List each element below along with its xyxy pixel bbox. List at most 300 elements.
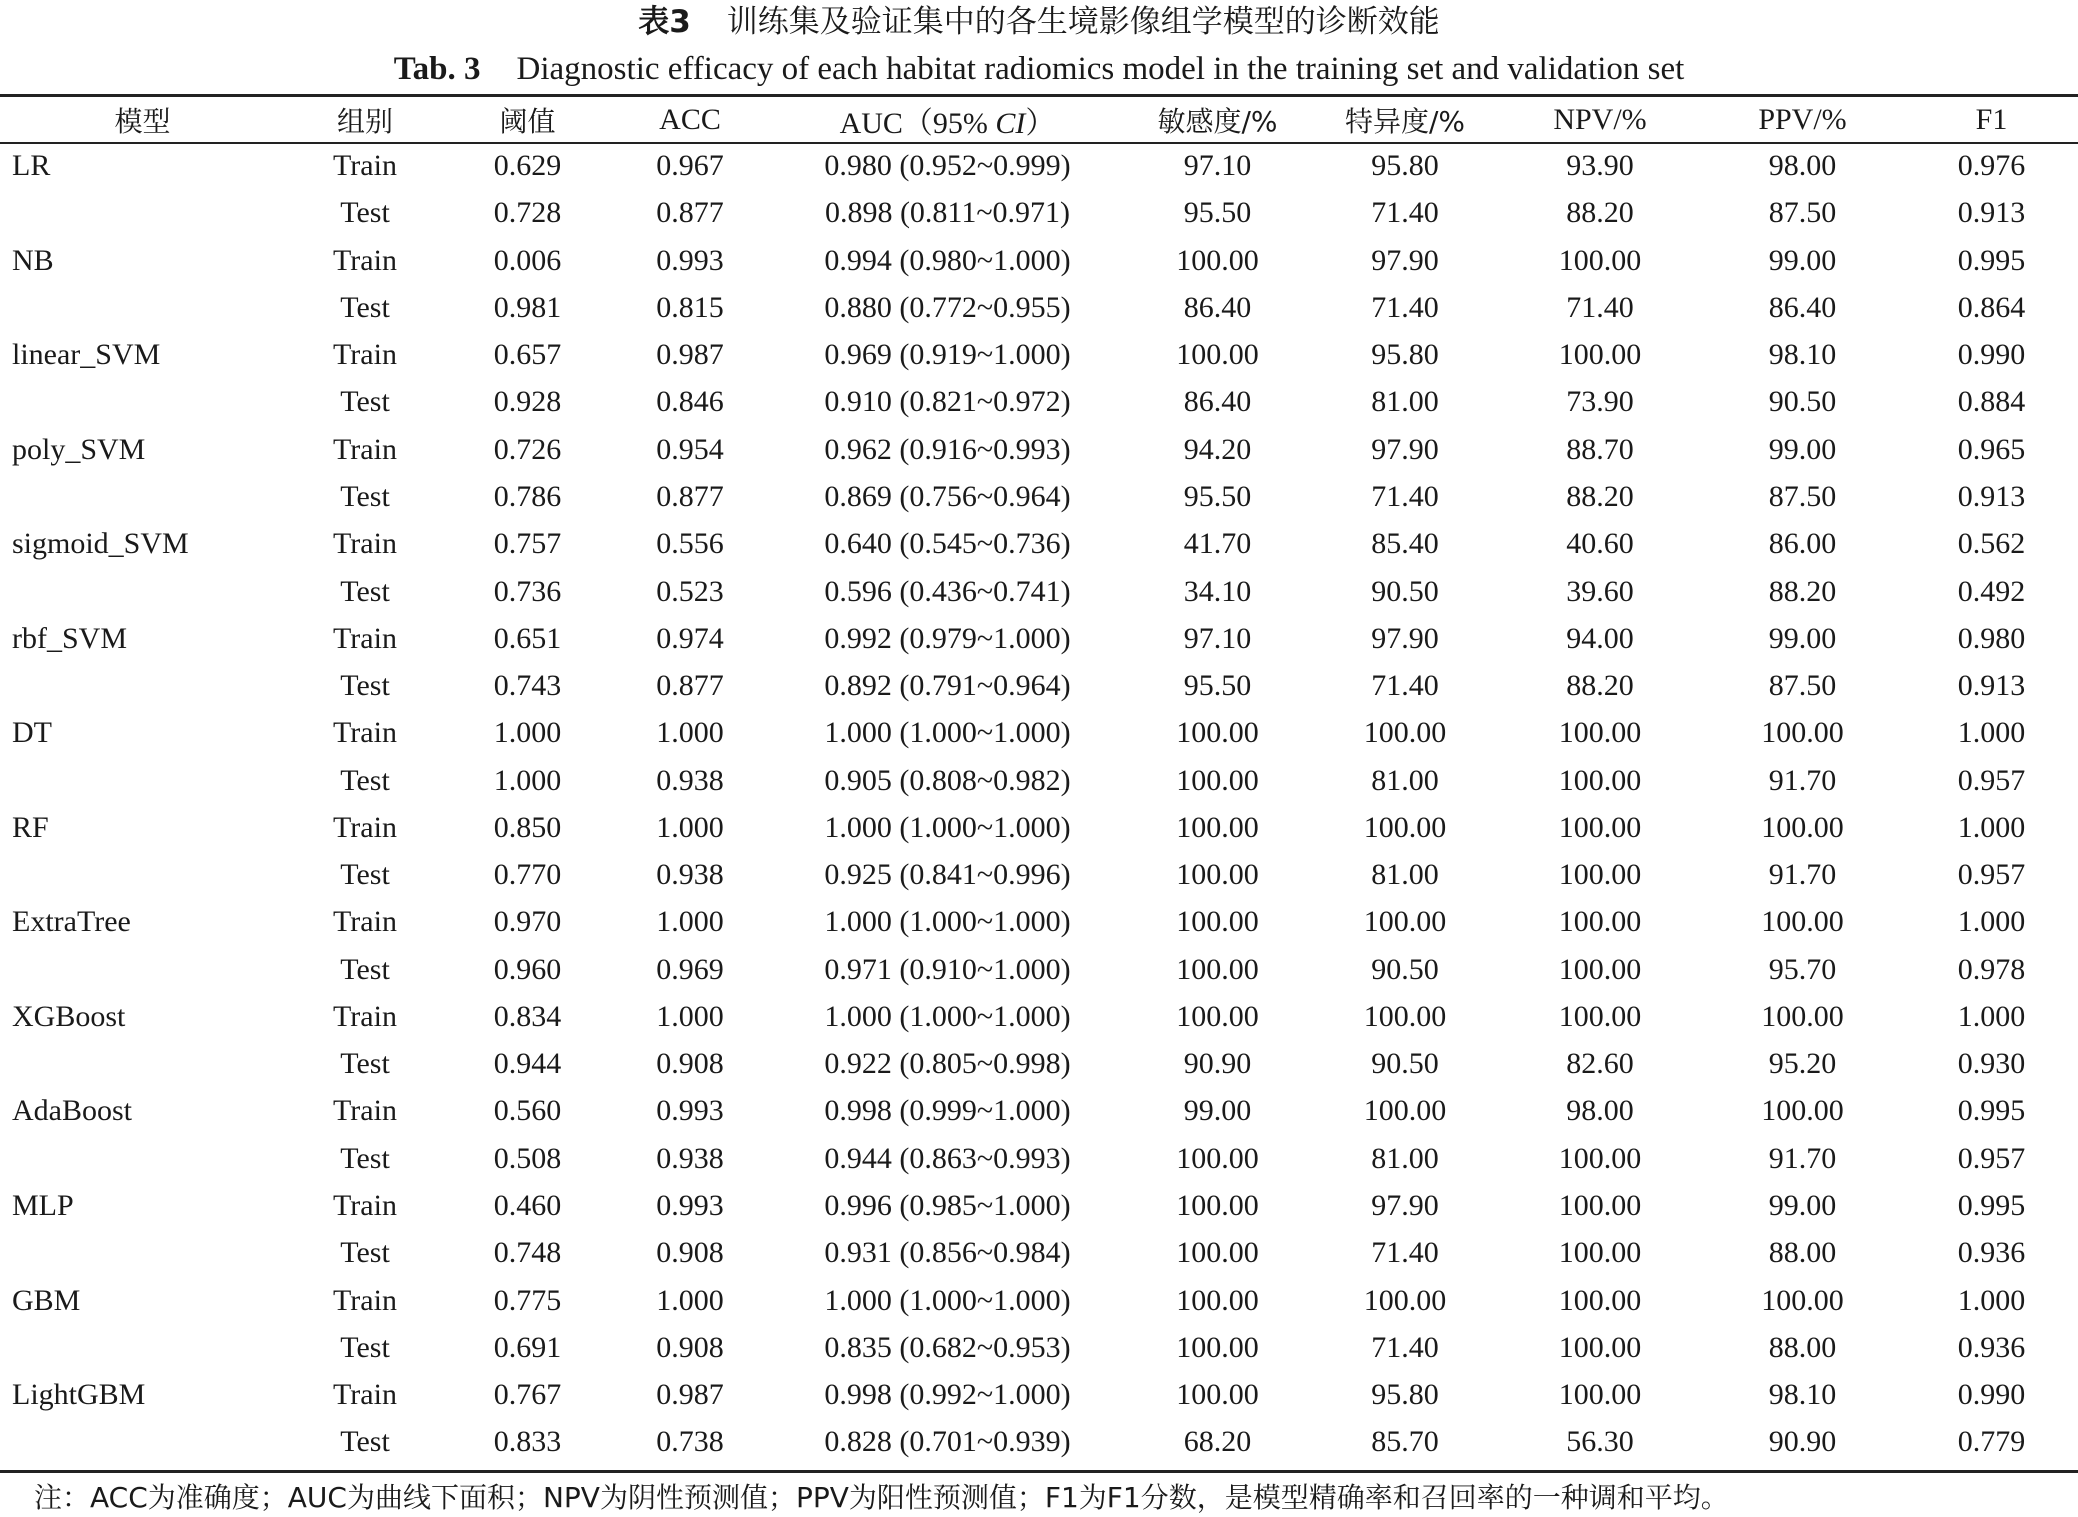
cell-auc: 0.910 (0.821~0.972): [824, 385, 1071, 419]
cell-npv: 100.00: [1558, 763, 1642, 797]
cell-ppv: 100.00: [1761, 810, 1844, 844]
cell-threshold: 0.981: [493, 290, 562, 324]
cell-npv: 100.00: [1558, 1141, 1642, 1175]
cell-sensitivity: 41.70: [1183, 527, 1252, 561]
cell-npv: 100.00: [1558, 243, 1642, 277]
cell-acc: 0.993: [656, 1094, 724, 1128]
header-auc-suffix: ）: [1025, 107, 1056, 140]
cell-f1: 0.913: [1957, 479, 2026, 513]
cell-ppv: 87.50: [1768, 669, 1837, 703]
cell-ppv: 100.00: [1761, 716, 1844, 750]
cell-threshold: 0.651: [493, 621, 562, 655]
cell-auc: 1.000 (1.000~1.000): [824, 999, 1071, 1033]
cell-f1: 0.990: [1957, 1378, 2026, 1412]
cell-group: Test: [340, 669, 390, 703]
cell-sensitivity: 86.40: [1183, 290, 1252, 324]
cell-specificity: 97.90: [1371, 621, 1439, 655]
cell-auc: 0.905 (0.808~0.982): [824, 763, 1071, 797]
cell-npv: 88.20: [1566, 479, 1634, 513]
cell-f1: 1.000: [1957, 905, 2026, 939]
cell-auc: 0.962 (0.916~0.993): [824, 432, 1071, 466]
cell-npv: 88.20: [1566, 196, 1634, 230]
header-auc-prefix: AUC（95%: [839, 107, 996, 140]
cell-threshold: 0.743: [493, 669, 562, 703]
cell-threshold: 0.767: [493, 1378, 562, 1412]
cell-auc: 0.998 (0.992~1.000): [824, 1378, 1071, 1412]
cell-specificity: 100.00: [1363, 1283, 1447, 1317]
cell-acc: 1.000: [656, 999, 724, 1033]
cell-specificity: 71.40: [1371, 196, 1439, 230]
cell-f1: 1.000: [1957, 810, 2026, 844]
cell-auc: 0.828 (0.701~0.939): [824, 1425, 1071, 1459]
cell-threshold: 0.757: [493, 527, 562, 561]
cell-group: Test: [340, 1047, 390, 1081]
cell-specificity: 71.40: [1371, 479, 1439, 513]
cell-model: [0, 1418, 285, 1465]
cell-acc: 1.000: [656, 1283, 724, 1317]
cell-threshold: 1.000: [493, 763, 562, 797]
header-sensitivity: 敏感度/%: [1157, 105, 1278, 138]
cell-sensitivity: 97.10: [1183, 621, 1252, 655]
cell-model: rbf_SVM: [12, 621, 128, 655]
cell-f1: 0.980: [1957, 621, 2026, 655]
cell-acc: 0.877: [656, 669, 724, 703]
table-row: [0, 1182, 2078, 1229]
table-label-en: Tab. 3: [393, 51, 481, 87]
cell-specificity: 90.50: [1371, 574, 1439, 608]
cell-specificity: 71.40: [1371, 669, 1439, 703]
cell-model: [0, 1135, 285, 1182]
cell-f1: 0.976: [1957, 149, 2026, 183]
cell-group: Train: [333, 905, 397, 939]
cell-npv: 100.00: [1558, 999, 1642, 1033]
cell-auc: 0.994 (0.980~1.000): [824, 243, 1071, 277]
cell-ppv: 87.50: [1768, 479, 1837, 513]
cell-acc: 0.938: [656, 763, 724, 797]
cell-specificity: 97.90: [1371, 243, 1439, 277]
cell-npv: 39.60: [1566, 574, 1634, 608]
cell-specificity: 100.00: [1363, 810, 1447, 844]
cell-npv: 100.00: [1558, 1330, 1642, 1364]
cell-group: Train: [333, 621, 397, 655]
cell-acc: 1.000: [656, 905, 724, 939]
cell-threshold: 0.775: [493, 1283, 562, 1317]
cell-group: Test: [340, 196, 390, 230]
cell-specificity: 71.40: [1371, 290, 1439, 324]
cell-sensitivity: 68.20: [1183, 1425, 1252, 1459]
cell-specificity: 81.00: [1371, 1141, 1439, 1175]
cell-threshold: 0.006: [493, 243, 562, 277]
cell-f1: 0.492: [1957, 574, 2026, 608]
cell-acc: 0.846: [656, 385, 724, 419]
cell-model: LightGBM: [12, 1378, 146, 1412]
cell-specificity: 95.80: [1371, 149, 1439, 183]
cell-acc: 0.523: [656, 574, 724, 608]
cell-f1: 0.995: [1957, 243, 2026, 277]
cell-ppv: 100.00: [1761, 999, 1844, 1033]
cell-sensitivity: 100.00: [1176, 1141, 1259, 1175]
cell-f1: 0.930: [1957, 1047, 2026, 1081]
cell-threshold: 0.928: [493, 385, 562, 419]
cell-acc: 1.000: [656, 716, 724, 750]
cell-threshold: 0.833: [493, 1425, 562, 1459]
cell-npv: 82.60: [1566, 1047, 1634, 1081]
table-row: [0, 1040, 2078, 1087]
cell-auc: 0.980 (0.952~0.999): [824, 149, 1071, 183]
cell-auc: 1.000 (1.000~1.000): [824, 1283, 1071, 1317]
cell-auc: 0.998 (0.999~1.000): [824, 1094, 1071, 1128]
cell-acc: 0.556: [656, 527, 724, 561]
cell-group: Train: [333, 1283, 397, 1317]
table-row: [0, 567, 2078, 614]
table-row: [0, 1418, 2078, 1465]
cell-specificity: 95.80: [1371, 1378, 1439, 1412]
cell-auc: 0.925 (0.841~0.996): [824, 858, 1071, 892]
table-row: [0, 804, 2078, 851]
cell-threshold: 0.944: [493, 1047, 562, 1081]
cell-acc: 0.908: [656, 1047, 724, 1081]
cell-f1: 0.913: [1957, 196, 2026, 230]
table-footnote: 注：ACC为准确度；AUC为曲线下面积；NPV为阴性预测值；PPV为阳性预测值；F1为F1分数，是模型精确率和召回率的一种调和平均。: [34, 1481, 1729, 1514]
table-body: [0, 142, 2078, 1465]
cell-model: poly_SVM: [12, 432, 146, 466]
table-caption-cn: [0, 2, 2078, 42]
cell-specificity: 97.90: [1371, 432, 1439, 466]
header-group: 组别: [336, 105, 393, 138]
cell-group: Train: [333, 149, 397, 183]
table-title-en: Diagnostic efficacy of each habitat radiomics model in the training set and validation set: [516, 51, 1685, 87]
cell-model: [0, 567, 285, 614]
cell-model: XGBoost: [12, 999, 126, 1033]
cell-specificity: 85.40: [1371, 527, 1439, 561]
cell-f1: 1.000: [1957, 999, 2026, 1033]
header-f1: F1: [1975, 103, 2008, 136]
cell-ppv: 98.10: [1768, 338, 1837, 372]
cell-model: [0, 662, 285, 709]
cell-auc: 0.880 (0.772~0.955): [824, 290, 1071, 324]
table-row: [0, 662, 2078, 709]
cell-sensitivity: 100.00: [1176, 1188, 1259, 1222]
cell-threshold: 0.726: [493, 432, 562, 466]
cell-npv: 88.20: [1566, 669, 1634, 703]
cell-f1: 0.957: [1957, 763, 2026, 797]
cell-group: Test: [340, 858, 390, 892]
table-row: [0, 1324, 2078, 1371]
cell-model: [0, 946, 285, 993]
cell-group: Test: [340, 1141, 390, 1175]
cell-threshold: 0.850: [493, 810, 562, 844]
cell-sensitivity: 99.00: [1183, 1094, 1252, 1128]
cell-f1: 0.990: [1957, 338, 2026, 372]
cell-auc: 0.992 (0.979~1.000): [824, 621, 1071, 655]
cell-specificity: 85.70: [1371, 1425, 1439, 1459]
table-row: [0, 142, 2078, 189]
table-row: [0, 946, 2078, 993]
cell-f1: 0.936: [1957, 1236, 2026, 1270]
cell-specificity: 95.80: [1371, 338, 1439, 372]
cell-model: [0, 756, 285, 803]
cell-npv: 100.00: [1558, 716, 1642, 750]
header-model: 模型: [114, 105, 171, 138]
cell-sensitivity: 90.90: [1183, 1047, 1252, 1081]
cell-auc: 0.835 (0.682~0.953): [824, 1330, 1071, 1364]
cell-acc: 0.954: [656, 432, 724, 466]
cell-acc: 0.908: [656, 1330, 724, 1364]
cell-auc: 0.996 (0.985~1.000): [824, 1188, 1071, 1222]
cell-npv: 100.00: [1558, 1283, 1642, 1317]
cell-model: [0, 1229, 285, 1276]
cell-npv: 56.30: [1566, 1425, 1634, 1459]
cell-ppv: 86.00: [1768, 527, 1837, 561]
cell-npv: 100.00: [1558, 858, 1642, 892]
cell-ppv: 90.50: [1768, 385, 1837, 419]
cell-threshold: 0.834: [493, 999, 562, 1033]
cell-threshold: 0.728: [493, 196, 562, 230]
cell-model: NB: [12, 243, 54, 277]
cell-ppv: 95.20: [1768, 1047, 1837, 1081]
cell-threshold: 0.960: [493, 952, 562, 986]
cell-specificity: 90.50: [1371, 952, 1439, 986]
cell-group: Test: [340, 574, 390, 608]
cell-group: Train: [333, 999, 397, 1033]
table-row: [0, 851, 2078, 898]
cell-threshold: 0.691: [493, 1330, 562, 1364]
cell-ppv: 91.70: [1768, 1141, 1837, 1175]
table-row: [0, 237, 2078, 284]
cell-auc: 0.640 (0.545~0.736): [824, 527, 1071, 561]
cell-sensitivity: 100.00: [1176, 1236, 1259, 1270]
cell-ppv: 87.50: [1768, 196, 1837, 230]
cell-group: Train: [333, 716, 397, 750]
cell-sensitivity: 100.00: [1176, 1330, 1259, 1364]
cell-threshold: 0.560: [493, 1094, 562, 1128]
cell-auc: 1.000 (1.000~1.000): [824, 716, 1071, 750]
table-title-cn: 训练集及验证集中的各生境影像组学模型的诊断效能: [726, 4, 1440, 40]
header-threshold: 阈值: [499, 105, 556, 138]
cell-threshold: 0.657: [493, 338, 562, 372]
cell-sensitivity: 100.00: [1176, 858, 1259, 892]
table-row: [0, 1229, 2078, 1276]
cell-sensitivity: 100.00: [1176, 905, 1259, 939]
cell-ppv: 99.00: [1768, 432, 1837, 466]
cell-acc: 0.877: [656, 196, 724, 230]
cell-group: Train: [333, 1094, 397, 1128]
cell-acc: 0.938: [656, 1141, 724, 1175]
table-row: [0, 1371, 2078, 1418]
cell-ppv: 98.10: [1768, 1378, 1837, 1412]
cell-f1: 0.913: [1957, 669, 2026, 703]
cell-model: RF: [12, 810, 49, 844]
cell-acc: 0.938: [656, 858, 724, 892]
cell-specificity: 81.00: [1371, 385, 1439, 419]
cell-model: linear_SVM: [12, 338, 161, 372]
cell-ppv: 100.00: [1761, 1094, 1844, 1128]
table-row: [0, 756, 2078, 803]
cell-auc: 0.944 (0.863~0.993): [824, 1141, 1071, 1175]
cell-group: Train: [333, 338, 397, 372]
table-row: [0, 189, 2078, 236]
cell-specificity: 100.00: [1363, 905, 1447, 939]
cell-group: Test: [340, 1236, 390, 1270]
cell-model: [0, 284, 285, 331]
cell-auc: 0.869 (0.756~0.964): [824, 479, 1071, 513]
cell-model: GBM: [12, 1283, 81, 1317]
table-row: [0, 473, 2078, 520]
cell-group: Test: [340, 952, 390, 986]
cell-auc: 0.596 (0.436~0.741): [824, 574, 1071, 608]
table-row: [0, 331, 2078, 378]
cell-group: Test: [340, 479, 390, 513]
cell-sensitivity: 100.00: [1176, 338, 1259, 372]
cell-group: Train: [333, 527, 397, 561]
cell-specificity: 81.00: [1371, 858, 1439, 892]
cell-sensitivity: 97.10: [1183, 149, 1252, 183]
cell-sensitivity: 95.50: [1183, 479, 1252, 513]
cell-ppv: 99.00: [1768, 621, 1837, 655]
cell-ppv: 100.00: [1761, 1283, 1844, 1317]
cell-threshold: 0.629: [493, 149, 562, 183]
header-auc: [770, 98, 1125, 142]
cell-threshold: 0.460: [493, 1188, 562, 1222]
cell-acc: 0.987: [656, 1378, 724, 1412]
cell-group: Test: [340, 763, 390, 797]
table-row: [0, 520, 2078, 567]
cell-f1: 0.957: [1957, 858, 2026, 892]
cell-npv: 98.00: [1566, 1094, 1634, 1128]
table-label-cn: 表3: [638, 4, 691, 40]
cell-specificity: 97.90: [1371, 1188, 1439, 1222]
cell-model: MLP: [12, 1188, 74, 1222]
header-ppv: PPV/%: [1758, 103, 1847, 136]
cell-model: DT: [12, 716, 52, 750]
cell-group: Train: [333, 1378, 397, 1412]
cell-specificity: 81.00: [1371, 763, 1439, 797]
cell-npv: 40.60: [1566, 527, 1634, 561]
table-row: [0, 615, 2078, 662]
cell-sensitivity: 100.00: [1176, 810, 1259, 844]
table-row: [0, 378, 2078, 425]
cell-npv: 71.40: [1566, 290, 1634, 324]
cell-f1: 0.779: [1957, 1425, 2026, 1459]
cell-sensitivity: 94.20: [1183, 432, 1252, 466]
cell-npv: 100.00: [1558, 810, 1642, 844]
cell-ppv: 99.00: [1768, 243, 1837, 277]
top-rule: [0, 94, 2078, 97]
cell-sensitivity: 95.50: [1183, 196, 1252, 230]
cell-specificity: 100.00: [1363, 1094, 1447, 1128]
cell-specificity: 90.50: [1371, 1047, 1439, 1081]
cell-threshold: 0.508: [493, 1141, 562, 1175]
cell-npv: 100.00: [1558, 952, 1642, 986]
cell-f1: 0.884: [1957, 385, 2026, 419]
cell-threshold: 0.770: [493, 858, 562, 892]
cell-auc: 0.892 (0.791~0.964): [824, 669, 1071, 703]
table-row: [0, 1135, 2078, 1182]
cell-ppv: 86.40: [1768, 290, 1837, 324]
cell-f1: 0.965: [1957, 432, 2026, 466]
cell-f1: 0.995: [1957, 1094, 2026, 1128]
cell-group: Train: [333, 432, 397, 466]
cell-ppv: 88.00: [1768, 1330, 1837, 1364]
header-npv: NPV/%: [1553, 103, 1647, 136]
cell-group: Test: [340, 1330, 390, 1364]
cell-acc: 0.987: [656, 338, 724, 372]
cell-model: [0, 473, 285, 520]
cell-ppv: 91.70: [1768, 763, 1837, 797]
table-row: [0, 1087, 2078, 1134]
cell-group: Train: [333, 1188, 397, 1222]
cell-npv: 100.00: [1558, 1236, 1642, 1270]
cell-model: [0, 1324, 285, 1371]
cell-group: Test: [340, 385, 390, 419]
cell-sensitivity: 34.10: [1183, 574, 1252, 608]
cell-f1: 0.864: [1957, 290, 2026, 324]
cell-npv: 88.70: [1566, 432, 1634, 466]
cell-sensitivity: 95.50: [1183, 669, 1252, 703]
cell-group: Test: [340, 1425, 390, 1459]
cell-f1: 1.000: [1957, 1283, 2026, 1317]
cell-threshold: 1.000: [493, 716, 562, 750]
cell-group: Train: [333, 243, 397, 277]
cell-npv: 73.90: [1566, 385, 1634, 419]
cell-ppv: 100.00: [1761, 905, 1844, 939]
cell-acc: 0.738: [656, 1425, 724, 1459]
cell-model: [0, 189, 285, 236]
cell-f1: 1.000: [1957, 716, 2026, 750]
cell-sensitivity: 100.00: [1176, 1283, 1259, 1317]
cell-npv: 94.00: [1566, 621, 1634, 655]
cell-ppv: 95.70: [1768, 952, 1837, 986]
cell-acc: 0.993: [656, 1188, 724, 1222]
table-caption-en: [0, 48, 2078, 90]
cell-sensitivity: 100.00: [1176, 1378, 1259, 1412]
table-row: [0, 1276, 2078, 1323]
cell-acc: 0.877: [656, 479, 724, 513]
cell-ppv: 99.00: [1768, 1188, 1837, 1222]
table-row: [0, 898, 2078, 945]
cell-threshold: 0.736: [493, 574, 562, 608]
cell-model: [0, 851, 285, 898]
cell-acc: 0.974: [656, 621, 724, 655]
table-row: [0, 993, 2078, 1040]
cell-threshold: 0.748: [493, 1236, 562, 1270]
cell-model: AdaBoost: [12, 1094, 132, 1128]
table-row: [0, 284, 2078, 331]
cell-ppv: 98.00: [1768, 149, 1837, 183]
cell-auc: 1.000 (1.000~1.000): [824, 905, 1071, 939]
header-acc: ACC: [659, 103, 721, 136]
cell-auc: 0.969 (0.919~1.000): [824, 338, 1071, 372]
cell-ppv: 88.20: [1768, 574, 1837, 608]
cell-model: LR: [12, 149, 51, 183]
cell-acc: 0.969: [656, 952, 724, 986]
cell-sensitivity: 100.00: [1176, 999, 1259, 1033]
cell-acc: 0.993: [656, 243, 724, 277]
cell-group: Test: [340, 290, 390, 324]
cell-model: sigmoid_SVM: [12, 527, 189, 561]
cell-model: ExtraTree: [12, 905, 131, 939]
cell-threshold: 0.786: [493, 479, 562, 513]
results-table: [0, 98, 2078, 1465]
cell-specificity: 71.40: [1371, 1330, 1439, 1364]
cell-f1: 0.978: [1957, 952, 2026, 986]
cell-ppv: 91.70: [1768, 858, 1837, 892]
cell-f1: 0.936: [1957, 1330, 2026, 1364]
cell-acc: 0.908: [656, 1236, 724, 1270]
cell-threshold: 0.970: [493, 905, 562, 939]
cell-auc: 0.971 (0.910~1.000): [824, 952, 1071, 986]
header-auc-ci: CI: [995, 107, 1026, 140]
